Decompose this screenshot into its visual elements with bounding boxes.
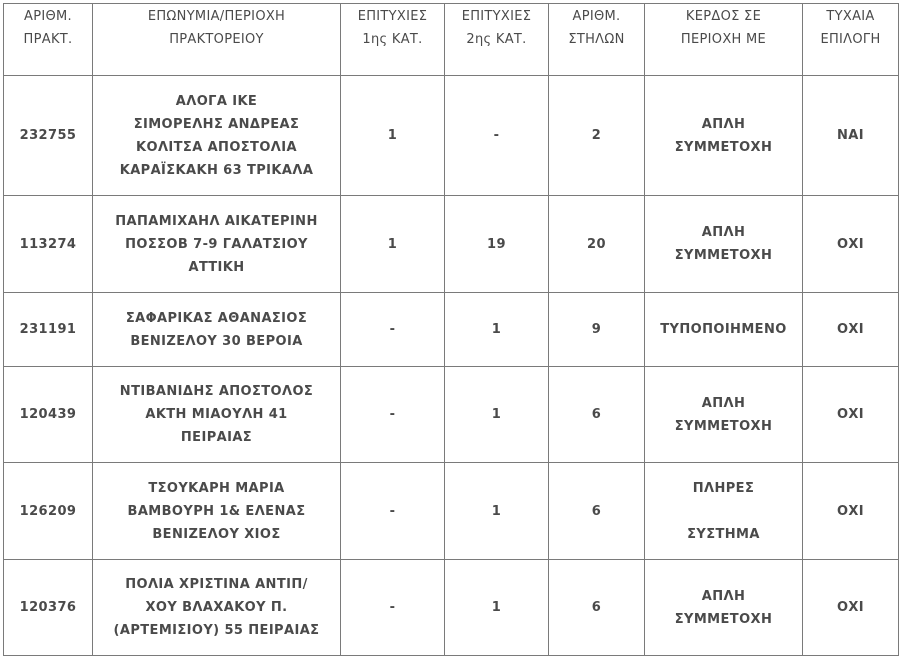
agent-id-cell: 120439 [4, 367, 93, 463]
agency-name-cell: ΑΛΟΓΑ ΙΚΕ ΣΙΜΟΡΕΛΗΣ ΑΝΔΡΕΑΣ ΚΟΛΙΤΣΑ ΑΠΟΣΤΟΛΙΑ ΚΑΡΑΪΣΚΑΚΗ 63 ΤΡΙΚΑΛΑ [93, 76, 341, 196]
agency-name-cell: ΠΟΛΙΑ ΧΡΙΣΤΙΝΑ ΑΝΤΙΠ/ ΧΟΥ ΒΛΑΧΑΚΟΥ Π. (ΑΡΤΕΜΙΣΙΟΥ) 55 ΠΕΙΡΑΙΑΣ [93, 560, 341, 656]
columns-cell: 20 [549, 196, 645, 293]
random-pick-cell: ΟΧΙ [803, 367, 899, 463]
header-random-pick: ΤΥΧΑΙΑ ΕΠΙΛΟΓΗ [803, 4, 899, 76]
header-agency-name: ΕΠΩΝΥΜΙΑ/ΠΕΡΙΟΧΗ ΠΡΑΚΤΟΡΕΙΟΥ [93, 4, 341, 76]
wins-1st-cell: - [341, 367, 445, 463]
wins-1st-cell: 1 [341, 76, 445, 196]
win-type-cell: ΑΠΛΗ ΣΥΜΜΕΤΟΧΗ [645, 560, 803, 656]
win-type-cell: ΑΠΛΗ ΣΥΜΜΕΤΟΧΗ [645, 196, 803, 293]
wins-1st-cell: - [341, 560, 445, 656]
agent-id-cell: 120376 [4, 560, 93, 656]
random-pick-cell: ΟΧΙ [803, 560, 899, 656]
header-agent-id: ΑΡΙΘΜ. ΠΡΑΚΤ. [4, 4, 93, 76]
win-type-cell: ΠΛΗΡΕΣ ΣΥΣΤΗΜΑ [645, 463, 803, 560]
wins-2nd-cell: 1 [445, 560, 549, 656]
header-win-type: ΚΕΡΔΟΣ ΣΕ ΠΕΡΙΟΧΗ ΜΕ [645, 4, 803, 76]
agent-id-cell: 113274 [4, 196, 93, 293]
agency-name-cell: ΣΑΦΑΡΙΚΑΣ ΑΘΑΝΑΣΙΟΣ ΒΕΝΙΖΕΛΟΥ 30 ΒΕΡΟΙΑ [93, 293, 341, 367]
win-type-cell: ΤΥΠΟΠΟΙΗΜΕΝΟ [645, 293, 803, 367]
wins-1st-cell: - [341, 463, 445, 560]
wins-1st-cell: - [341, 293, 445, 367]
columns-cell: 9 [549, 293, 645, 367]
table-row [4, 463, 899, 560]
header-columns: ΑΡΙΘΜ. ΣΤΗΛΩΝ [549, 4, 645, 76]
header-wins-2nd: ΕΠΙΤΥΧΙΕΣ 2ης ΚΑΤ. [445, 4, 549, 76]
columns-cell: 6 [549, 367, 645, 463]
wins-2nd-cell: 19 [445, 196, 549, 293]
table-row [4, 196, 899, 293]
table-row [4, 76, 899, 196]
agency-name-cell: ΤΣΟΥΚΑΡΗ ΜΑΡΙΑ ΒΑΜΒΟΥΡΗ 1& ΕΛΕΝΑΣ ΒΕΝΙΖΕΛΟΥ ΧΙΟΣ [93, 463, 341, 560]
agency-name-cell: ΝΤΙΒΑΝΙΔΗΣ ΑΠΟΣΤΟΛΟΣ ΑΚΤΗ ΜΙΑΟΥΛΗ 41 ΠΕΙΡΑΙΑΣ [93, 367, 341, 463]
wins-2nd-cell: 1 [445, 367, 549, 463]
random-pick-cell: ΟΧΙ [803, 293, 899, 367]
columns-cell: 2 [549, 76, 645, 196]
winning-agencies-table [3, 3, 899, 656]
random-pick-cell: ΟΧΙ [803, 196, 899, 293]
header-row [4, 4, 899, 76]
agent-id-cell: 232755 [4, 76, 93, 196]
agency-name-cell: ΠΑΠΑΜΙΧΑΗΛ ΑΙΚΑΤΕΡΙΝΗ ΠΟΣΣΟΒ 7-9 ΓΑΛΑΤΣΙΟΥ ΑΤΤΙΚΗ [93, 196, 341, 293]
random-pick-cell: ΟΧΙ [803, 463, 899, 560]
wins-2nd-cell: 1 [445, 293, 549, 367]
agent-id-cell: 231191 [4, 293, 93, 367]
wins-2nd-cell: - [445, 76, 549, 196]
table-row [4, 293, 899, 367]
wins-2nd-cell: 1 [445, 463, 549, 560]
random-pick-cell: ΝΑΙ [803, 76, 899, 196]
table-row [4, 367, 899, 463]
header-wins-1st: ΕΠΙΤΥΧΙΕΣ 1ης ΚΑΤ. [341, 4, 445, 76]
wins-1st-cell: 1 [341, 196, 445, 293]
agent-id-cell: 126209 [4, 463, 93, 560]
win-type-cell: ΑΠΛΗ ΣΥΜΜΕΤΟΧΗ [645, 76, 803, 196]
columns-cell: 6 [549, 560, 645, 656]
table-row [4, 560, 899, 656]
columns-cell: 6 [549, 463, 645, 560]
win-type-cell: ΑΠΛΗ ΣΥΜΜΕΤΟΧΗ [645, 367, 803, 463]
